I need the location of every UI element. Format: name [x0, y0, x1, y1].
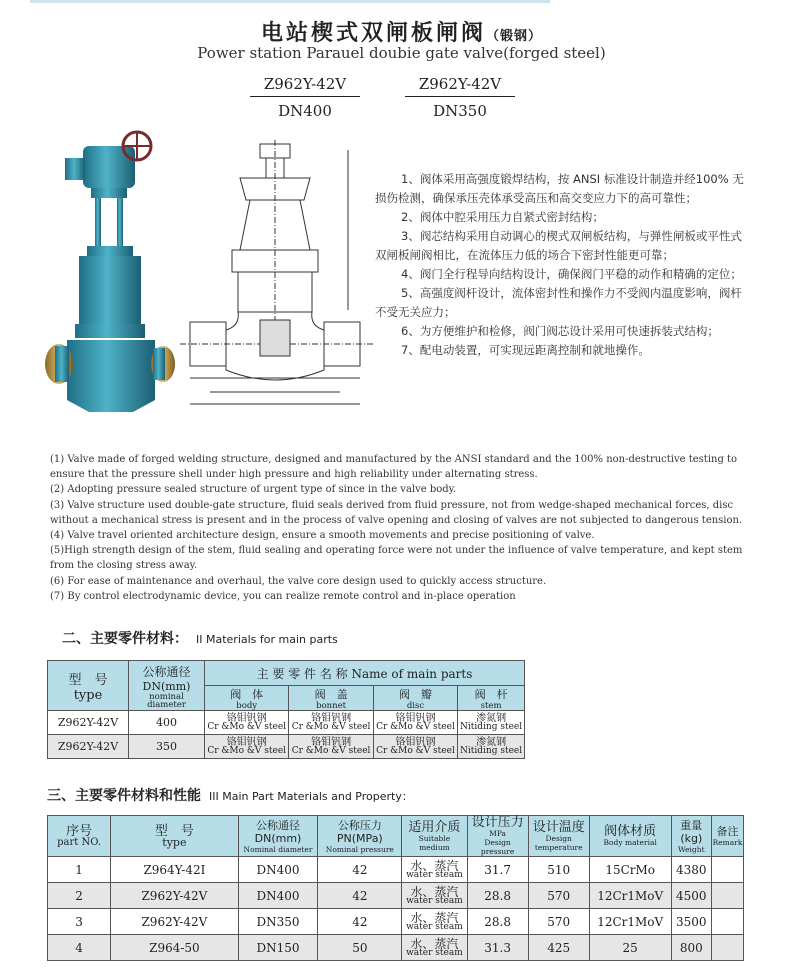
feature-item: 7、配电动装置，可实现远距离控制和就地操作。: [401, 343, 650, 357]
model-dn: DN350: [433, 102, 487, 120]
table-row: 2 Z962Y-42V DN400 42 水、蒸汽 water steam 28.8 570 12Cr1MoV 4500: [48, 883, 744, 909]
col-bonnet: 阀 盖 bonnet: [289, 686, 373, 711]
col-disc: 阀 瓣 disc: [373, 686, 457, 711]
model-code: Z962Y-42V: [250, 75, 360, 97]
top-rule: [30, 0, 550, 3]
col-pn: 公称压力PN(MPa) Nominal pressure: [318, 816, 402, 857]
table-row: 1 Z964Y-42I DN400 42 水、蒸汽 water steam 31.7 510 15CrMo 4380: [48, 857, 744, 883]
col-stem: 阀 杆 stem: [458, 686, 525, 711]
feature-en-item: (1) Valve made of forged welding structure, designed and manufactured by the ANSI standard and the 100% non-destructive testing to ensure that the pressure shell under high pressure and high reliability under alternating stress.: [50, 454, 738, 481]
valve-photo: [45, 128, 180, 418]
feature-en-item: (5)High strength design of the stem, fluid sealing and operating force were not under the influence of valve temperature, and kept stem from the closing stress away.: [50, 545, 743, 572]
features-cn: [375, 170, 753, 360]
feature-en-item: (7) By control electrodynamic device, you can realize remote control and in-place operation: [50, 590, 516, 602]
page-subtitle: Power station Parauel doubie gate valve(forged steel): [197, 44, 606, 62]
table-row: Z962Y-42V 350 铬钼钒钢 Cr &Mo &V steel 铬钼钒钢 Cr &Mo &V steel 铬钼钒钢 Cr &Mo &V steel 渗氮钢 Nitiding steel: [48, 735, 525, 759]
model-code: Z962Y-42V: [405, 75, 515, 97]
feature-en-item: (6) For ease of maintenance and overhaul, the valve core design used to quickly access structure.: [50, 575, 547, 587]
property-table: [47, 815, 744, 961]
features-en: [50, 452, 755, 604]
feature-item: 2、阀体中腔采用压力自紧式密封结构；: [401, 210, 604, 224]
feature-item: 5、高强度阀杆设计，流体密封性和操作力不受阀内温度影响，阀杆不受无关应力；: [375, 286, 742, 319]
col-type: 型 号 type: [111, 816, 238, 857]
model-2: [405, 75, 515, 120]
valve-drawing: [180, 140, 375, 410]
model-1: [250, 75, 360, 120]
section-heading-materials: 二、主要零件材料： II Materials for main parts: [62, 631, 338, 647]
table-row: 4 Z964-50 DN150 50 水、蒸汽 water steam 31.3 425 25 800: [48, 935, 744, 961]
feature-item: 6、为方便维护和检修，阀门阀芯设计采用可快速拆装式结构；: [401, 324, 719, 338]
feature-en-item: (2) Adopting pressure sealed structure of urgent type of since in the valve body.: [50, 484, 457, 496]
col-type: 型 号 type: [48, 661, 129, 711]
table-row: 3 Z962Y-42V DN350 42 水、蒸汽 water steam 28.8 570 12Cr1MoV 3500: [48, 909, 744, 935]
col-dt: 设计温度 Design temperature: [528, 816, 589, 857]
feature-item: 3、阀芯结构采用自动调心的楔式双闸板结构，与弹性闸板或平性式双闸板闸阀相比，在流体压力低的场合下密封性能更可靠；: [375, 229, 742, 262]
col-no: 序号 part NO.: [48, 816, 111, 857]
col-wt: 重量(kg) Weight: [671, 816, 711, 857]
feature-en-item: (4) Valve travel oriented architecture design, ensure a smooth movements and precise positioning of valve.: [50, 530, 595, 542]
col-dn: 公称通径 DN(mm) nominal diameter: [129, 661, 205, 711]
feature-item: 1、阀体采用高强度锻焊结构，按 ANSI 标准设计制造并经100% 无损伤检测，确保承压壳体承受高压和高交变应力下的高可靠性；: [375, 172, 744, 205]
model-dn: DN400: [278, 102, 332, 120]
col-dn: 公称通径DN(mm) Nominal diameter: [238, 816, 318, 857]
col-dp: 设计压力 MPa Design pressure: [467, 816, 528, 857]
table-row: Z962Y-42V 400 铬钼钒钢 Cr &Mo &V steel 铬钼钒钢 Cr &Mo &V steel 铬钼钒钢 Cr &Mo &V steel 渗氮钢 Nitiding steel: [48, 711, 525, 735]
col-rm: 备注 Remark: [712, 816, 744, 857]
feature-item: 4、阀门全行程导向结构设计，确保阀门平稳的动作和精确的定位；: [401, 267, 742, 281]
col-parts: 主 要 零 件 名 称 Name of main parts: [205, 661, 525, 686]
page-title: 电站楔式双闸板闸阀（锻钢）: [260, 21, 543, 46]
col-mat: 阀体材质 Body material: [589, 816, 671, 857]
feature-en-item: (3) Valve structure used double-gate structure, fluid seals derived from fluid pressure, not from wedge-shaped mechanical forces, disc without a mechanical stress is present and in the process of valve opening and closing of valves are not subjected to dangerous tension.: [50, 499, 743, 526]
col-medium: 适用介质 Suitable medium: [402, 816, 467, 857]
col-body: 阀 体 body: [205, 686, 289, 711]
section-heading-property: 三、主要零件材料和性能 III Main Part Materials and Property：: [47, 788, 413, 804]
materials-table: [47, 660, 525, 759]
